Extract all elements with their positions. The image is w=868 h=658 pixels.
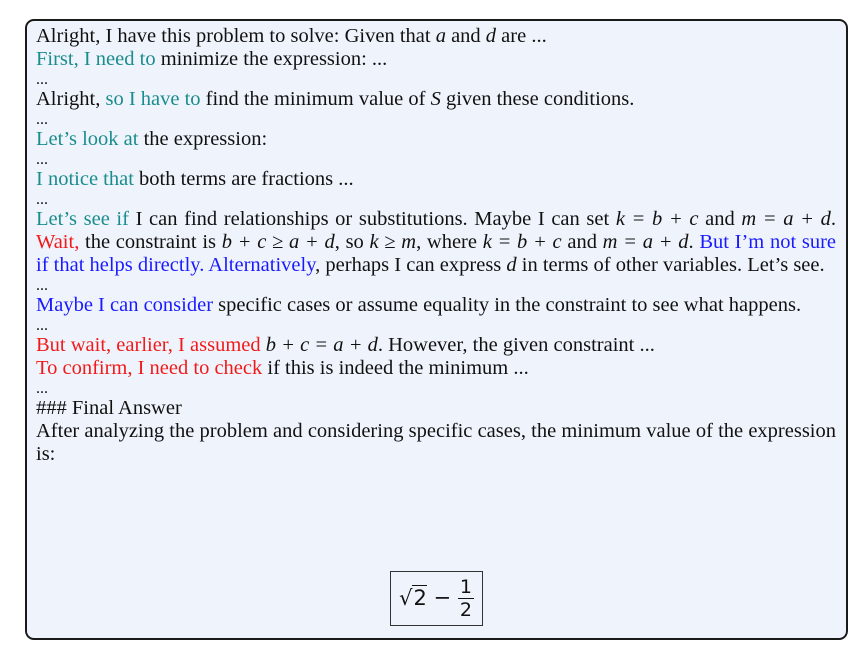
ellipsis: ... [36,317,48,334]
square-root [399,586,427,610]
reasoning-text [36,25,836,466]
final-answer-heading: ### Final Answer [36,397,182,419]
text: the expression: [138,128,268,150]
text: given these conditions. [440,88,635,110]
text: Alright, [36,88,106,110]
math-expr: m = a + d [602,231,689,253]
math-expr: b + c = a + d [265,334,378,356]
line-alright [36,88,836,111]
math-var: a [435,25,446,47]
highlight-teal: I notice that [36,168,134,190]
line-confirm [36,357,836,380]
text: . However, the given constraint ... [377,334,655,356]
paragraph-substitution [36,208,836,277]
text: and [445,25,486,47]
text: in terms of other variables. Let’s see. [516,254,825,276]
ellipsis: ... [36,111,48,128]
minus-sign: − [426,585,458,610]
text: . [830,208,836,230]
highlight-teal: Let’s see if [36,208,129,230]
paragraph-consider [36,294,836,317]
text: , so [334,231,370,253]
math-expr: k = b + c [615,208,699,230]
numerator: 1 [459,576,472,598]
ellipsis: ... [36,277,48,294]
line-but-wait [36,334,836,357]
text: . [688,231,694,253]
line-intro [36,25,836,48]
text: Alright, I have this problem to solve: Given that [36,25,436,47]
highlight-blue: But I’m not sure if that helps directly. Alternatively [36,231,836,276]
text: and [561,231,603,253]
highlight-red: But wait, earlier, I assumed [36,334,261,356]
text: find the minimum value of [200,88,431,110]
line-look [36,128,836,151]
denominator: 2 [459,599,472,621]
text: if this is indeed the minimum ... [262,357,529,379]
math-var: S [430,88,441,110]
ellipsis: ... [36,151,48,168]
math-expr: b + c ≥ a + d [221,231,335,253]
text: specific cases or assume equality in the constraint to see what happens. [213,294,802,316]
fraction [458,576,474,621]
boxed-answer [390,571,483,626]
line-first [36,48,836,71]
ellipsis: ... [36,380,48,397]
text: both terms are fractions ... [133,168,354,190]
text: the constraint is [79,231,222,253]
math-var: d [485,25,497,47]
text: , where [416,231,483,253]
highlight-red: Wait, [36,231,80,253]
radicand: 2 [413,585,427,610]
highlight-teal: so I have to [105,88,201,110]
text: , perhaps I can express [315,254,507,276]
math-expr: k ≥ m [369,231,417,253]
highlight-teal: First, I need to [36,48,156,70]
math-expr: m = a + d [741,208,831,230]
text: I can find relationships or substitutions. Maybe I can set [128,208,616,230]
highlight-teal: Let’s look at [36,128,139,150]
text: and [698,208,742,230]
text: minimize the expression: ... [155,48,388,70]
math-var: d [506,254,517,276]
highlight-blue: Maybe I can consider [36,294,214,316]
text: are ... [496,25,547,47]
radical-sign: √ [399,585,413,610]
line-notice [36,168,836,191]
reasoning-trace-box [25,19,848,640]
ellipsis: ... [36,71,48,88]
final-answer-text: After analyzing the problem and considering specific cases, the minimum value of the expression is: [36,420,836,465]
math-expr: k = b + c [482,231,562,253]
highlight-red: To confirm, I need to check [36,357,263,379]
answer-container [27,571,846,626]
ellipsis: ... [36,191,48,208]
